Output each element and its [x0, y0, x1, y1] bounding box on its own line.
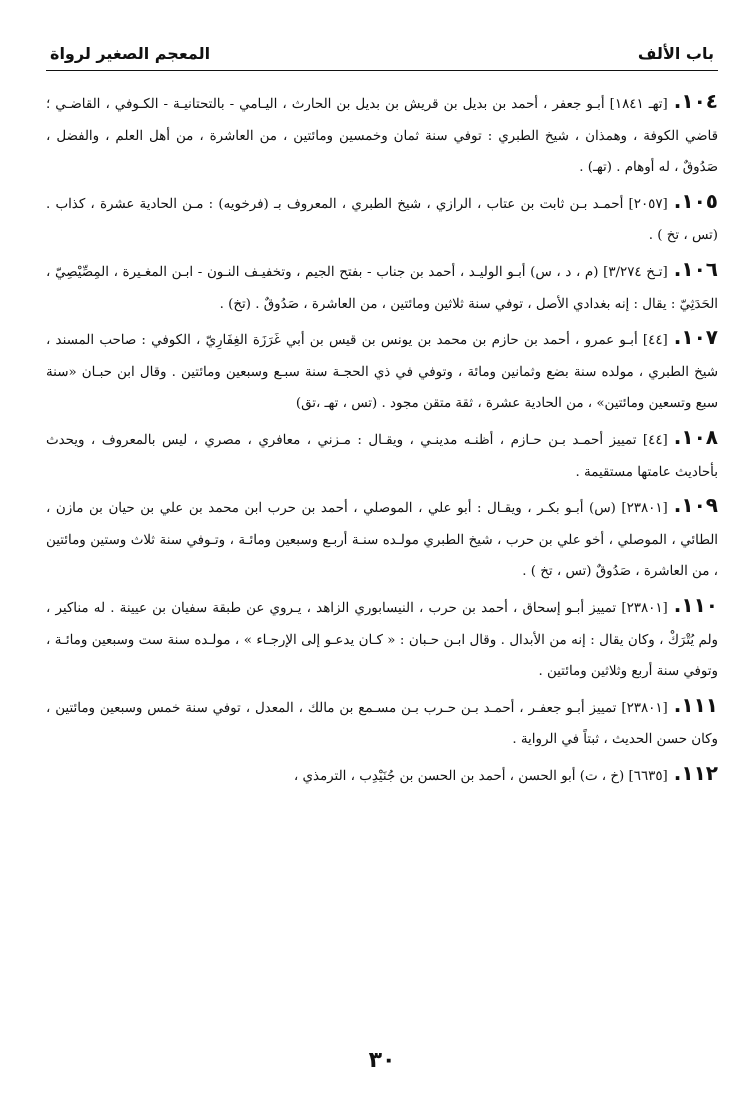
entries-list — [46, 86, 718, 794]
entry-number: ١٠٧. — [673, 325, 718, 350]
entry-text: [٢٣٨٠١] (س) أبـو بكـر ، ويقـال : أبو علي ، الموصلي ، أحمد بن حرب ابن محمد بن علي بن حيان بن مازن ، الطائي ، الموصلي ، أخو علي بن حرب ، شيخ الطبري مولـده سنـة أربـع وسبعين ومائـة ، وتـوفي سنة ثلاث وستين ومائتين ، من العاشرة ، صَدُوقٌ (تس ، تخ ) . — [46, 501, 718, 580]
entry-text: [٤٤] أبـو عمرو ، أحمد بن حازم بن محمد بن يونس بن قيس بن أبي غَرَزَة الغِفَارِيّ ، الكوفي : صاحب المسند ، شيخ الطبري ، مولده سنة بضع وثمانين ومائة ، وتوفي في ذي الحجـة سنة سبـع وسبعين ومائتين . وقال ابن حبـان «سنة سبع وتسعين ومائتين» ، من الحادية عشرة ، ثقة متقن مجود . (تس ، تهـ ،تق) — [46, 333, 718, 412]
entry-110 — [46, 590, 718, 688]
entry-104 — [46, 86, 718, 184]
entry-text: [٤٤] تمييز أحمـد بـن حـازم ، أظنـه مدينـي ، ويقـال : مـزني ، معافري ، مصري ، ليس بالمعروف ، ويحدث بأحاديث عامتها مستقيمة . — [46, 432, 718, 480]
entry-text: [تـخ ٣/٢٧٤] (م ، د ، س) أبـو الوليـد ، أحمد بن جناب - بفتح الجيم ، وتخفيـف النـون - ابـن المغـيرة ، المِصِّيْصِيّ ، الحَدَثِيّ : يقال : إنه بغدادي الأصل ، توفي سنة ثلاثين ومائتين ، من العاشرة ، صَدُوقٌ . (تخ) . — [46, 264, 718, 312]
entry-109 — [46, 490, 718, 588]
section-title: باب الألف — [637, 44, 714, 63]
entry-number: ١١٢. — [673, 760, 718, 785]
running-header — [46, 34, 718, 71]
entry-text: [٢٣٨٠١] تمييز أبـو إسحاق ، أحمد بن حرب ، النيسابوري الزاهد ، يـروي عن طبقة سفيان بن عيينة . له مناكير ، ولم يُتْرَكْ ، وكان يقال : إنه من الأبدال . وقال ابـن حـبان : « كـان يدعـو إلى الإرجـاء » ، مولـده سنة ست وسبعين ومائـة ، وتوفي سنة أربع وثلاثين ومائتين . — [46, 600, 718, 680]
entry-number: ١٠٥. — [673, 188, 718, 213]
entry-108 — [46, 422, 718, 488]
book-page — [46, 34, 718, 1074]
entry-number: ١٠٦. — [673, 256, 718, 281]
page-number: ٣٠ — [368, 1048, 396, 1073]
book-title: المعجم الصغير لرواة — [50, 44, 211, 63]
entry-number: ١٠٤. — [673, 89, 718, 113]
entry-112 — [46, 758, 718, 793]
entry-number: ١١٠. — [673, 592, 718, 617]
entry-text: [٢٣٨٠١] تمييز أبـو جعفـر ، أحمـد بـن حـرب بـن مسـمع بن مالك ، المعدل ، توفي سنة خمس وسبعين ومائتين ، وكان حسن الحديث ، ثبتاً في الرواية . — [46, 700, 718, 748]
entry-number: ١٠٨. — [673, 424, 719, 449]
entry-number: ١١١. — [673, 692, 718, 717]
entry-text: [تهـ ١٨٤١] أبـو جعفر ، أحمد بن بديل بن قريش بن بديل بن الحارث ، اليـامي - بالتحتانيـة - الكـوفي ، القاضـي ؛ قاضي الكوفة ، وهمذان ، شيخ الطبري : توفي سنة ثمان وخمسين ومائتين ، من العاشرة ، من أهل العلم ، والفضل ، صَدُوقٌ ، له أوهام . (تهـ) . — [46, 97, 718, 176]
entry-text: [٦٦٣٥] (خ ، ت) أبو الحسن ، أحمد بن الحسن بن جُنَيْدِب ، الترمذي ، — [293, 768, 668, 784]
entry-107 — [46, 322, 718, 420]
entry-106 — [46, 254, 718, 320]
entry-number: ١٠٩. — [673, 493, 718, 518]
entry-text: [٢٠٥٧] أحمـد بـن ثابت بن عتاب ، الرازي ، شيخ الطبري ، المعروف بـ (فرخويه) : مـن الحادية عشرة ، كذاب .(تس ، تخ ) . — [46, 196, 718, 244]
entry-111 — [46, 690, 718, 756]
entry-105 — [46, 186, 718, 252]
